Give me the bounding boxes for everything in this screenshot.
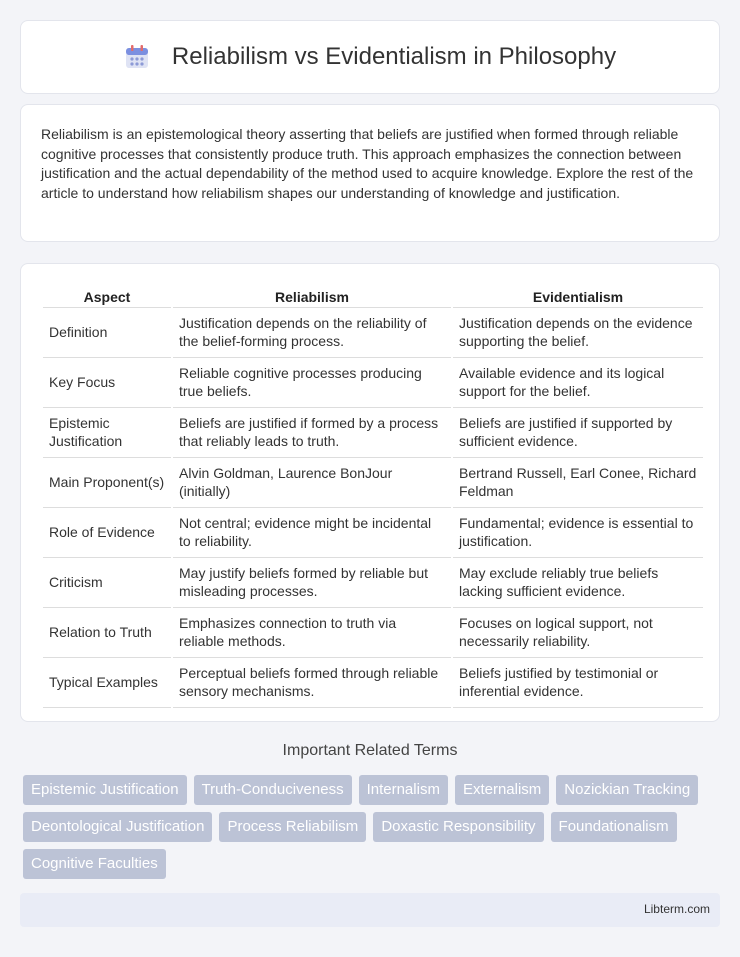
- table-row: [43, 608, 703, 658]
- footer-brand-link[interactable]: Libterm.com: [643, 902, 710, 916]
- table-cell: Typical Examples: [43, 658, 171, 708]
- table-cell: Definition: [43, 308, 171, 358]
- table-header-row: [43, 284, 703, 308]
- related-term-tag[interactable]: Cognitive Faculties: [23, 849, 166, 879]
- related-term-tag[interactable]: Foundationalism: [551, 812, 677, 842]
- table-row: [43, 308, 703, 358]
- footer: [20, 893, 720, 927]
- related-term-tag[interactable]: Doxastic Responsibility: [373, 812, 543, 842]
- table-cell: Role of Evidence: [43, 508, 171, 558]
- related-term-tag[interactable]: Process Reliabilism: [219, 812, 366, 842]
- header-card: [20, 20, 720, 94]
- table-cell: Bertrand Russell, Earl Conee, Richard Feldman: [453, 458, 703, 508]
- table-cell: Perceptual beliefs formed through reliable sensory mechanisms.: [173, 658, 451, 708]
- page-title: Reliabilism vs Evidentialism in Philosophy: [171, 43, 617, 70]
- calendar-icon: [124, 44, 150, 70]
- table-row: [43, 558, 703, 608]
- table-row: [43, 408, 703, 458]
- table-row: [43, 658, 703, 708]
- related-term-tag[interactable]: Externalism: [455, 775, 549, 805]
- table-cell: Focuses on logical support, not necessarily reliability.: [453, 608, 703, 658]
- column-header: Aspect: [43, 284, 171, 308]
- comparison-table-card: [20, 263, 720, 722]
- intro-text: Reliabilism is an epistemological theory asserting that beliefs are justified when formed through reliable cognitive processes that consistently produce truth. This approach emphasizes the connection between justification and the actual dependability of the method used to acquire knowledge. Explore the rest of the article to understand how reliabilism shapes our understanding of knowledge and justification.: [41, 126, 694, 201]
- table-cell: Emphasizes connection to truth via reliable methods.: [173, 608, 451, 658]
- table-cell: Reliable cognitive processes producing true beliefs.: [173, 358, 451, 408]
- intro-card: [20, 104, 720, 242]
- related-terms-title: Important Related Terms: [282, 742, 458, 759]
- table-cell: Alvin Goldman, Laurence BonJour (initially): [173, 458, 451, 508]
- related-terms-list: [23, 775, 723, 886]
- table-cell: Key Focus: [43, 358, 171, 408]
- table-cell: Beliefs justified by testimonial or inferential evidence.: [453, 658, 703, 708]
- table-cell: Not central; evidence might be incidental to reliability.: [173, 508, 451, 558]
- table-cell: May justify beliefs formed by reliable but misleading processes.: [173, 558, 451, 608]
- table-cell: Justification depends on the reliability of the belief-forming process.: [173, 308, 451, 358]
- related-term-tag[interactable]: Internalism: [359, 775, 448, 805]
- comparison-table: [41, 284, 705, 708]
- table-cell: Fundamental; evidence is essential to justification.: [453, 508, 703, 558]
- related-term-tag[interactable]: Epistemic Justification: [23, 775, 187, 805]
- table-cell: Beliefs are justified if formed by a process that reliably leads to truth.: [173, 408, 451, 458]
- table-row: [43, 508, 703, 558]
- table-cell: May exclude reliably true beliefs lacking sufficient evidence.: [453, 558, 703, 608]
- table-cell: Criticism: [43, 558, 171, 608]
- table-cell: Beliefs are justified if supported by sufficient evidence.: [453, 408, 703, 458]
- table-row: [43, 358, 703, 408]
- table-cell: Main Proponent(s): [43, 458, 171, 508]
- table-cell: Relation to Truth: [43, 608, 171, 658]
- column-header: Evidentialism: [453, 284, 703, 308]
- table-cell: Justification depends on the evidence supporting the belief.: [453, 308, 703, 358]
- related-term-tag[interactable]: Nozickian Tracking: [556, 775, 698, 805]
- related-term-tag[interactable]: Deontological Justification: [23, 812, 212, 842]
- table-cell: Epistemic Justification: [43, 408, 171, 458]
- related-term-tag[interactable]: Truth-Conduciveness: [194, 775, 352, 805]
- column-header: Reliabilism: [173, 284, 451, 308]
- table-cell: Available evidence and its logical support for the belief.: [453, 358, 703, 408]
- table-row: [43, 458, 703, 508]
